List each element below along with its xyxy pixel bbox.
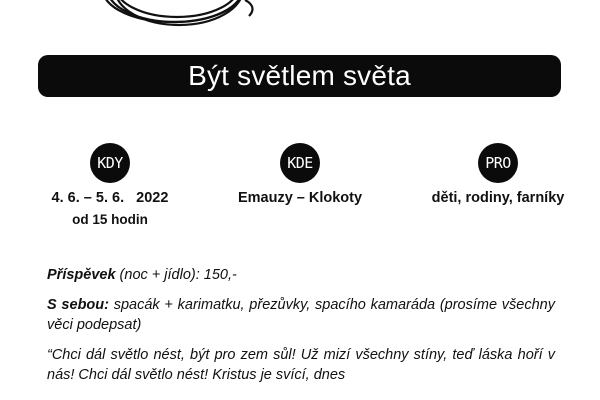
bring-text: spacák + karimatku, přezůvky, spacího kamaráda (prosíme všechny věci podepsat)	[47, 297, 555, 333]
scribble-circle-logo	[95, 0, 255, 30]
song-quote: “Chci dál světlo nést, být pro zem sůl! Už mizí všechny stíny, teď láska hoří v nás! Chci dál světlo nést! Kristus je svící, dnes	[47, 347, 555, 383]
for-whom-info	[410, 187, 586, 209]
kde-badge: KDE	[280, 143, 320, 183]
page-title: Být světlem světa	[188, 60, 411, 91]
kdy-badge: KDY	[90, 143, 130, 183]
pro-badge: PRO	[478, 143, 518, 183]
event-place: Emauzy – Klokoty	[237, 190, 363, 206]
fee-paragraph	[47, 265, 555, 285]
event-time: od 15 hodin	[72, 212, 148, 227]
details-text	[47, 265, 555, 385]
where-info	[207, 187, 393, 209]
event-audience: děti, rodiny, farníky	[431, 190, 565, 206]
bring-label: S sebou:	[47, 297, 109, 313]
bring-paragraph	[47, 295, 555, 335]
event-dates: 4. 6. – 5. 6. 2022	[51, 190, 169, 206]
when-section	[30, 143, 190, 231]
where-section	[207, 143, 393, 209]
when-info	[30, 187, 190, 231]
fee-text: (noc + jídlo): 150,-	[115, 267, 237, 283]
fee-label: Příspěvek	[47, 267, 116, 283]
title-banner	[38, 55, 561, 97]
for-whom-section	[410, 143, 586, 209]
